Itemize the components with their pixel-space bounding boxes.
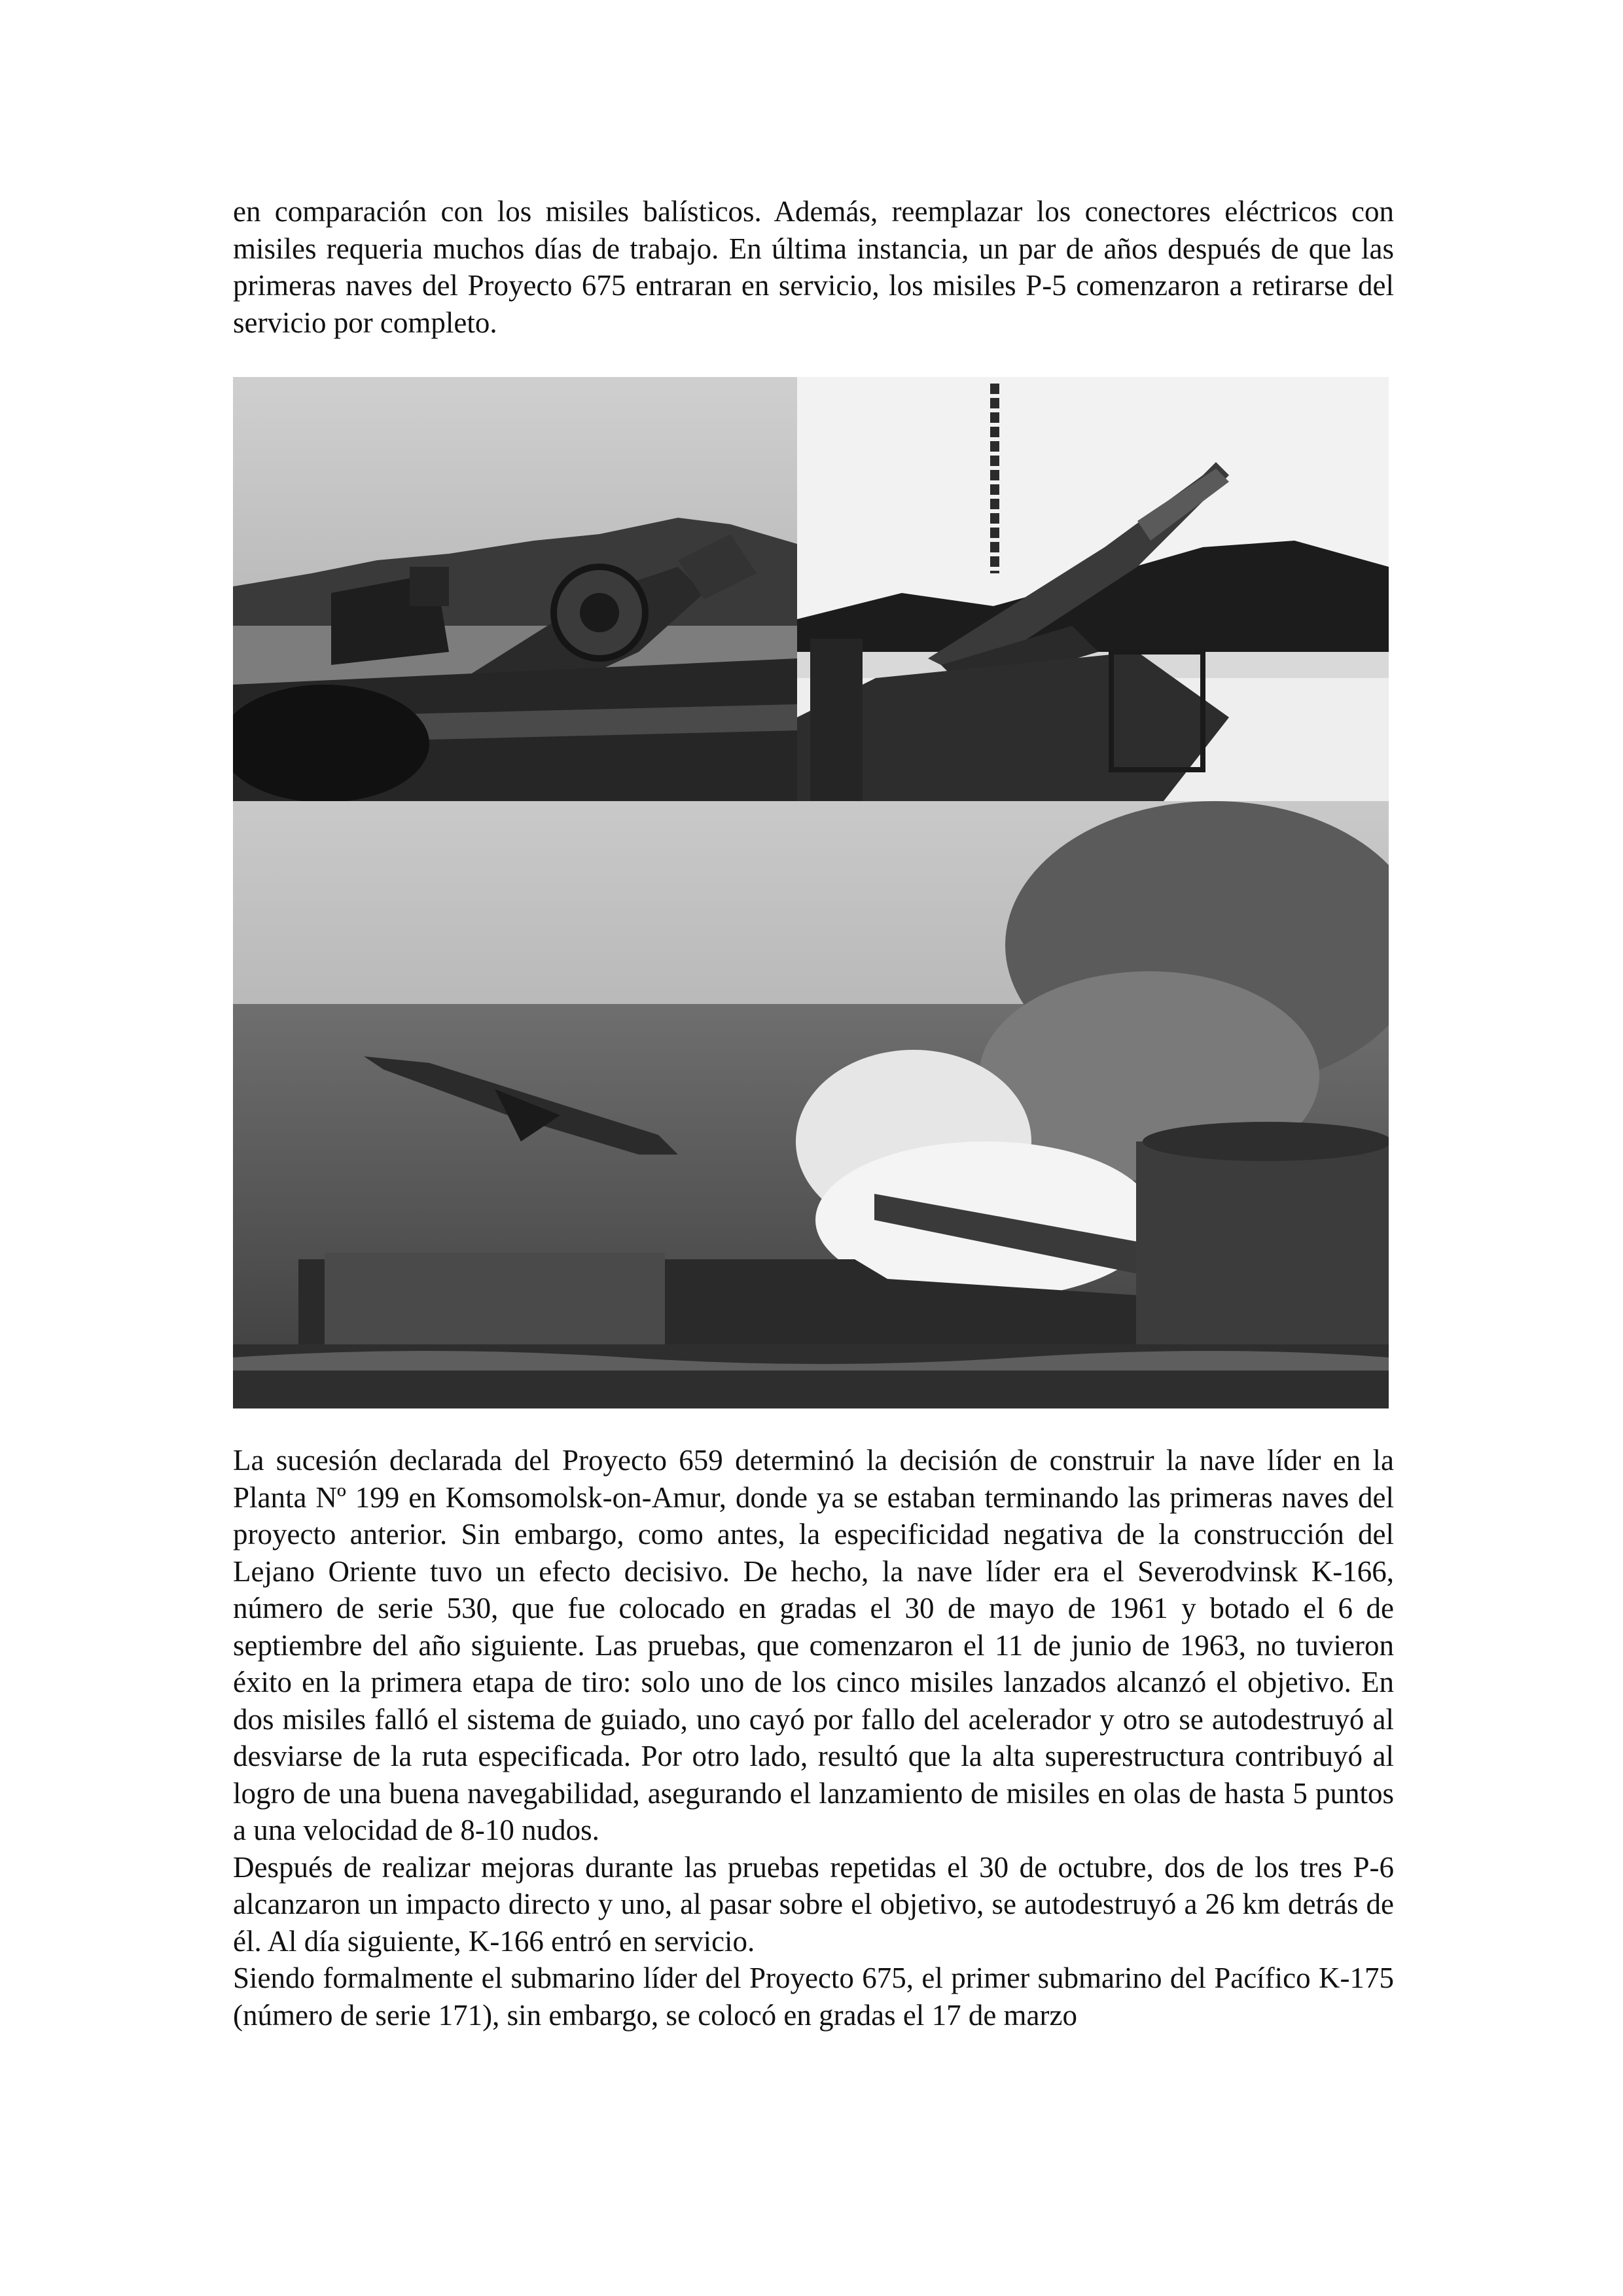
body-paragraph-1: La sucesión declarada del Proyecto 659 determinó la decisión de construir la nave líder en la Planta Nº 199 en Komsomolsk-on-Amur, donde ya se estaban terminando las primeras naves del proyecto anterior. Sin embargo, como antes, la especificidad negativa de la construcción del Lejano Oriente tuvo un efecto decisivo. De hecho, la nave líder era el Severodvinsk K-166, número de serie 530, que fue colocado en gradas el 30 de mayo de 1961 y botado el 6 de septiembre del año siguiente. Las pruebas, que comenzaron el 11 de junio de 1963, no tuvieron éxito en la primera etapa de tiro: solo uno de los cinco misiles lanzados alcanzó el objetivo. En dos misiles falló el sistema de guiado, uno cayó por fallo del acelerador y otro se autodestruyó al desviarse de la ruta especificada. Por otro lado, resultó que la alta superestructura contribuyó al logro de una buena navegabilidad, asegurando el lanzamiento de misiles en olas de hasta 5 puntos a una velocidad de 8-10 nudos. [233, 1444, 1394, 1846]
photo-icon [233, 801, 1389, 1408]
top-paragraph: en comparación con los misiles balísticos. Además, reemplazar los conectores eléctricos con misiles requeria muchos días de trabajo. En última instancia, un par de años después de que las primeras naves del Proyecto 675 entraran en servicio, los misiles P-5 comenzaron a retirarse del servicio por completo. [233, 195, 1394, 339]
top-text-block [233, 193, 1394, 341]
body-text-block [233, 1442, 1394, 2034]
body-paragraph-2: Después de realizar mejoras durante las pruebas repetidas el 30 de octubre, dos de los tres P-6 alcanzaron un impacto directo y uno, al pasar sobre el objetivo, se autodestruyó a 26 km detrás de él. Al día siguiente, K-166 entró en servicio. [233, 1850, 1394, 1958]
missile-on-submarine-deck-photo [233, 377, 797, 801]
missile-hoisted-by-crane-photo [797, 377, 1389, 801]
photo-icon [233, 377, 797, 801]
body-paragraph-3: Siendo formalmente el submarino líder del Proyecto 675, el primer submarino del Pacífico K-175 (número de serie 171), sin embargo, se colocó en gradas el 17 de marzo [233, 1962, 1394, 2032]
missile-launch-from-submarine-photo [233, 801, 1389, 1408]
photo-icon [797, 377, 1389, 801]
